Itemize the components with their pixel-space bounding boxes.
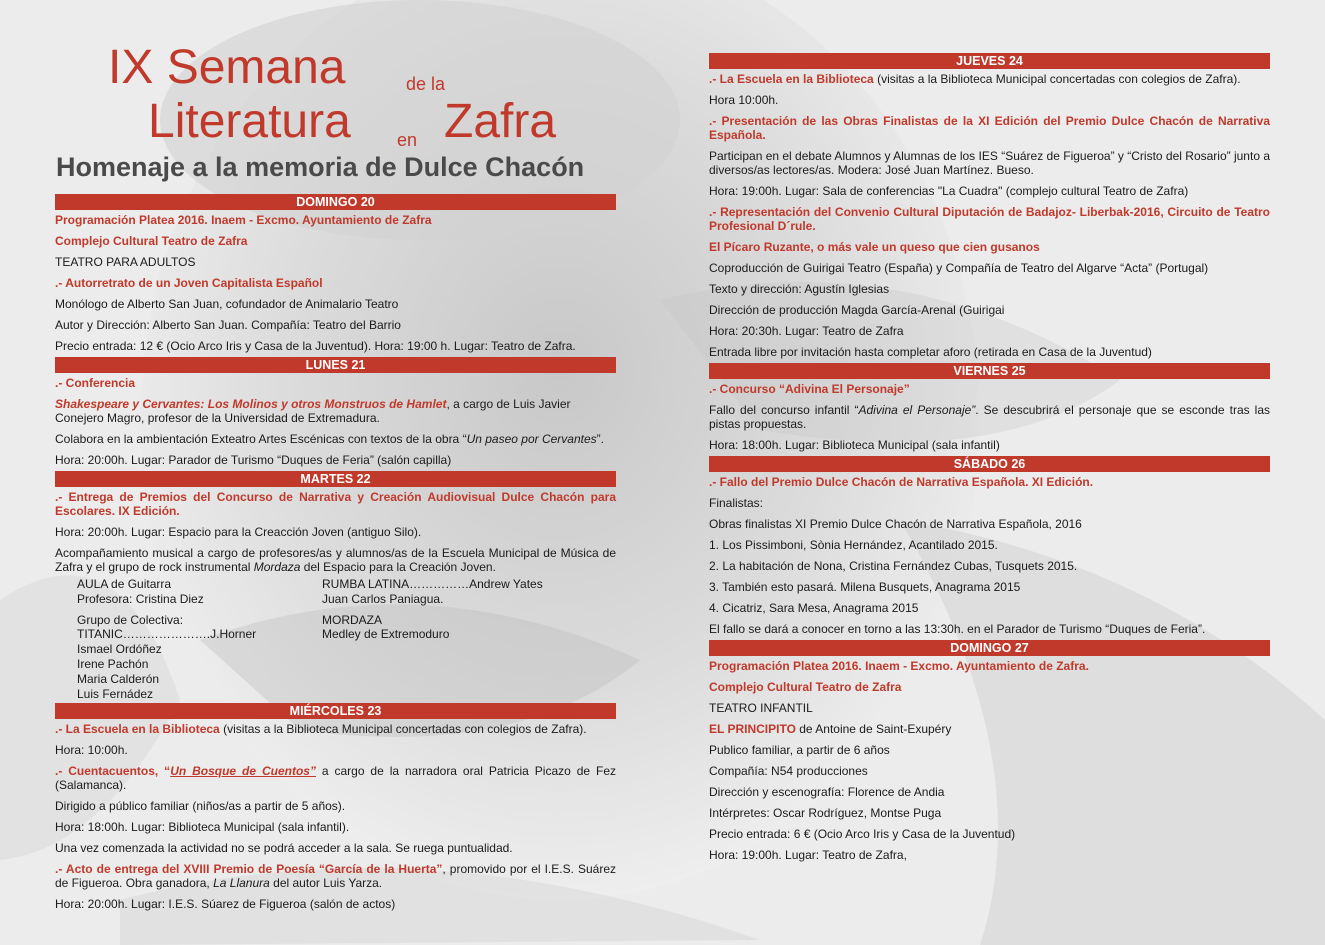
day-header-sabado-26: SÁBADO 26	[709, 456, 1270, 472]
event-line: Precio entrada: 12 € (Ocio Arco Iris y Casa de la Juventud). Hora: 19:00 h. Lugar: Teatro de Zafra.	[55, 339, 576, 353]
event-title: .- Autorretrato de un Joven Capitalista Español	[55, 276, 323, 290]
event-line: Publico familiar, a partir de 6 años	[709, 743, 890, 757]
event-line: Hora: 20:00h. Lugar: Espacio para la Creacción Joven (antiguo Silo).	[55, 525, 422, 539]
day-header-viernes-25: VIERNES 25	[709, 363, 1270, 379]
right-column	[709, 53, 1270, 869]
event-line: Compañía: N54 producciones	[709, 764, 868, 778]
list-item: Grupo de Colectiva:	[77, 612, 184, 627]
event-line: Programación Platea 2016. Inaem - Excmo. Ayuntamiento de Zafra.	[709, 659, 1089, 673]
event-line: Intérpretes: Oscar Rodríguez, Montse Puga	[709, 806, 942, 820]
event-line: Hora: 10:00h.	[55, 743, 128, 758]
event-line: Dirección y escenografía: Florence de Andia	[709, 785, 945, 799]
event-line: Hora 10:00h.	[709, 93, 779, 107]
event-line: Hora: 20:30h. Lugar: Teatro de Zafra	[709, 324, 904, 338]
music-program-col-2	[322, 577, 602, 701]
list-item: Maria Calderón	[77, 671, 160, 686]
day-header-jueves-24: JUEVES 24	[709, 53, 1270, 69]
text-span: del Espacio para la Creación Joven.	[300, 560, 496, 574]
event-line: Hora: 18:00h. Lugar: Biblioteca Municipal (sala infantil).	[55, 820, 350, 835]
text-span: Acompañamiento musical a cargo de profesores/as y alumnos/as de la Escuela Municipal de Música de Zafra y el grupo de rock instrumental	[55, 546, 616, 574]
event-line: TEATRO PARA ADULTOS	[55, 255, 196, 269]
list-item: RUMBA LATINA……………Andrew Yates	[322, 577, 543, 591]
band-name: Mordaza	[253, 560, 301, 574]
event-title: .- Fallo del Premio Dulce Chacón de Narrativa Española. XI Edición.	[709, 475, 1094, 489]
play-title: Un paseo por Cervantes	[466, 432, 597, 446]
event-line: El fallo se dará a conocer en torno a las 13:30h. en el Parador de Turismo “Duques de Feria”.	[709, 622, 1206, 636]
event-title: .- Cuentacuentos, “	[55, 764, 171, 779]
contest-title: Adivina el Personaje”	[858, 403, 976, 417]
event-line: Complejo Cultural Teatro de Zafra	[55, 234, 248, 248]
list-item: 4. Cicatriz, Sara Mesa, Anagrama 2015	[709, 601, 919, 615]
music-program-col-1	[77, 577, 322, 701]
list-item: Ismael Ordóñez	[77, 642, 162, 657]
event-title: .- La Escuela en la Biblioteca	[55, 722, 220, 737]
story-title: Un Bosque de Cuentos”	[170, 764, 316, 779]
event-line: Hora: 20:00h. Lugar: I.E.S. Súarez de Figueroa (salón de actos)	[55, 897, 396, 912]
title-line-1: IX Semana	[108, 41, 346, 94]
event-line: Monólogo de Alberto San Juan, cofundador de Animalario Teatro	[55, 297, 399, 311]
day-header-martes-22: MARTES 22	[55, 471, 616, 487]
text-span: del autor Luis Yarza.	[269, 876, 383, 891]
text-span: . Se descubrirá el personaje que se esconde tras las pistas propuestas.	[709, 403, 1270, 431]
event-line: Complejo Cultural Teatro de Zafra	[709, 680, 902, 694]
event-line	[709, 72, 1270, 86]
text-span: , a cargo de Luis Javier Conejero Magro, profesor de la Universidad de Extremadura.	[55, 397, 571, 425]
poster-subtitle: Homenaje a la memoria de Dulce Chacón	[56, 152, 585, 182]
event-line	[55, 722, 616, 736]
title-de-la: de la	[406, 74, 446, 94]
event-line	[709, 722, 1270, 736]
event-line: Autor y Dirección: Alberto San Juan. Compañía: Teatro del Barrio	[55, 318, 401, 332]
list-item: Medley de Extremoduro	[322, 627, 450, 642]
event-line	[55, 862, 616, 890]
event-line: Una vez comenzada la actividad no se podrá acceder a la sala. Se ruega puntualidad.	[55, 841, 513, 856]
event-line: Entrada libre por invitación hasta completar aforo (retirada en Casa de la Juventud)	[709, 345, 1152, 359]
event-title: .- Conferencia	[55, 376, 136, 390]
text-span: de Antoine de Saint-Exupéry	[795, 722, 952, 736]
day-header-domingo-27: DOMINGO 27	[709, 640, 1270, 656]
list-item: 2. La habitación de Nona, Cristina Fernández Cubas, Tusquets 2015.	[709, 559, 1078, 573]
text-span: (visitas a la Biblioteca Municipal concertadas con colegios de Zafra).	[219, 722, 587, 737]
list-item: AULA de Guitarra	[77, 577, 172, 591]
list-item: Irene Pachón	[77, 656, 149, 671]
event-line: Coproducción de Guirigai Teatro (España) y Compañía de Teatro del Algarve “Acta” (Portugal)	[709, 261, 1209, 275]
event-line	[55, 397, 616, 425]
book-title: La Llanura	[213, 876, 270, 891]
list-item: Profesora: Cristina Diez	[77, 591, 204, 606]
event-line: Obras finalistas XI Premio Dulce Chacón de Narrativa Española, 2016	[709, 517, 1082, 531]
event-line: TEATRO INFANTIL	[709, 701, 813, 715]
music-program	[77, 577, 616, 701]
play-title: El Pícaro Ruzante, o más vale un queso que cien gusanos	[709, 240, 1040, 254]
event-line	[55, 546, 616, 574]
play-title: EL PRINCIPITO	[709, 722, 796, 736]
list-item: TITANIC………………….J.Horner	[77, 627, 257, 642]
list-item: Juan Carlos Paniagua.	[322, 591, 444, 606]
event-line	[55, 432, 616, 446]
list-item: MORDAZA	[322, 612, 382, 627]
event-line: Texto y dirección: Agustín Iglesias	[709, 282, 890, 296]
list-item: 1. Los Pissimboni, Sònia Hernández, Acantilado 2015.	[709, 538, 998, 552]
title-en: en	[397, 130, 418, 150]
event-line	[709, 403, 1270, 431]
text-span: ”.	[596, 432, 604, 446]
event-title: .- Representación del Convenio Cultural Diputación de Badajoz- Liberbak-2016, Circuito de Teatro Profesional D´rule.	[709, 205, 1270, 233]
day-header-miercoles-23: MIÉRCOLES 23	[55, 703, 616, 719]
event-line: Hora: 18:00h. Lugar: Biblioteca Municipal (sala infantil)	[709, 438, 1000, 452]
left-column	[55, 194, 616, 918]
text-span: a cargo de la narradora oral Patricia Picazo de Fez (Salamanca).	[55, 764, 616, 793]
event-line: Hora: 19:00h. Lugar: Sala de conferencias "La Cuadra" (complejo cultural Teatro de Zafra)	[709, 184, 1189, 198]
day-header-domingo-20: DOMINGO 20	[55, 194, 616, 210]
book-title: Shakespeare y Cervantes: Los Molinos y otros Monstruos de Hamlet	[55, 397, 447, 411]
list-item: Luis Fernádez	[77, 686, 154, 701]
title-line-3: Zafra	[444, 95, 557, 148]
event-line: Hora: 19:00h. Lugar: Teatro de Zafra,	[709, 848, 907, 862]
event-line: Finalistas:	[709, 496, 764, 510]
event-line: Participan en el debate Alumnos y Alumnas de los IES “Suárez de Figueroa” y “Cristo del Rosario” junto a diversos/as lectores/as. Modera: José Juan Martínez. Bueso.	[709, 149, 1270, 177]
event-title: .- Presentación de las Obras Finalistas de la XI Edición del Premio Dulce Chacón de Narrativa Española.	[709, 114, 1270, 142]
text-span: Fallo del concurso infantil “	[709, 403, 859, 417]
event-line	[55, 764, 616, 792]
text-span: , promovido por el I.E.S. Suárez de Figueroa. Obra ganadora,	[55, 862, 616, 891]
event-line: Hora: 20:00h. Lugar: Parador de Turismo “Duques de Feria” (salón capilla)	[55, 453, 452, 467]
text-span: (visitas a la Biblioteca Municipal concertadas con colegios de Zafra).	[873, 72, 1241, 86]
list-item: 3. También esto pasará. Milena Busquets, Anagrama 2015	[709, 580, 1021, 594]
event-title: .- Concurso “Adivina El Personaje”	[709, 382, 910, 396]
day-header-lunes-21: LUNES 21	[55, 357, 616, 373]
text-span: Colabora en la ambientación Exteatro Artes Escénicas con textos de la obra “	[55, 432, 467, 446]
event-title: .- Entrega de Premios del Concurso de Narrativa y Creación Audiovisual Dulce Chacón para Escolares. IX Edición.	[55, 490, 616, 518]
event-title: .- Acto de entrega del XVIII Premio de Poesía “García de la Huerta”	[55, 862, 443, 877]
title-line-2: Literatura	[148, 95, 351, 148]
event-line: Dirigido a público familiar (niños/as a partir de 5 años).	[55, 799, 346, 814]
event-line: Precio entrada: 6 € (Ocio Arco Iris y Casa de la Juventud)	[709, 827, 1016, 841]
event-line: Dirección de producción Magda García-Arenal (Guirigai	[709, 303, 1005, 317]
event-title: .- La Escuela en la Biblioteca	[709, 72, 874, 86]
event-line: Programación Platea 2016. Inaem - Excmo. Ayuntamiento de Zafra	[55, 213, 432, 227]
